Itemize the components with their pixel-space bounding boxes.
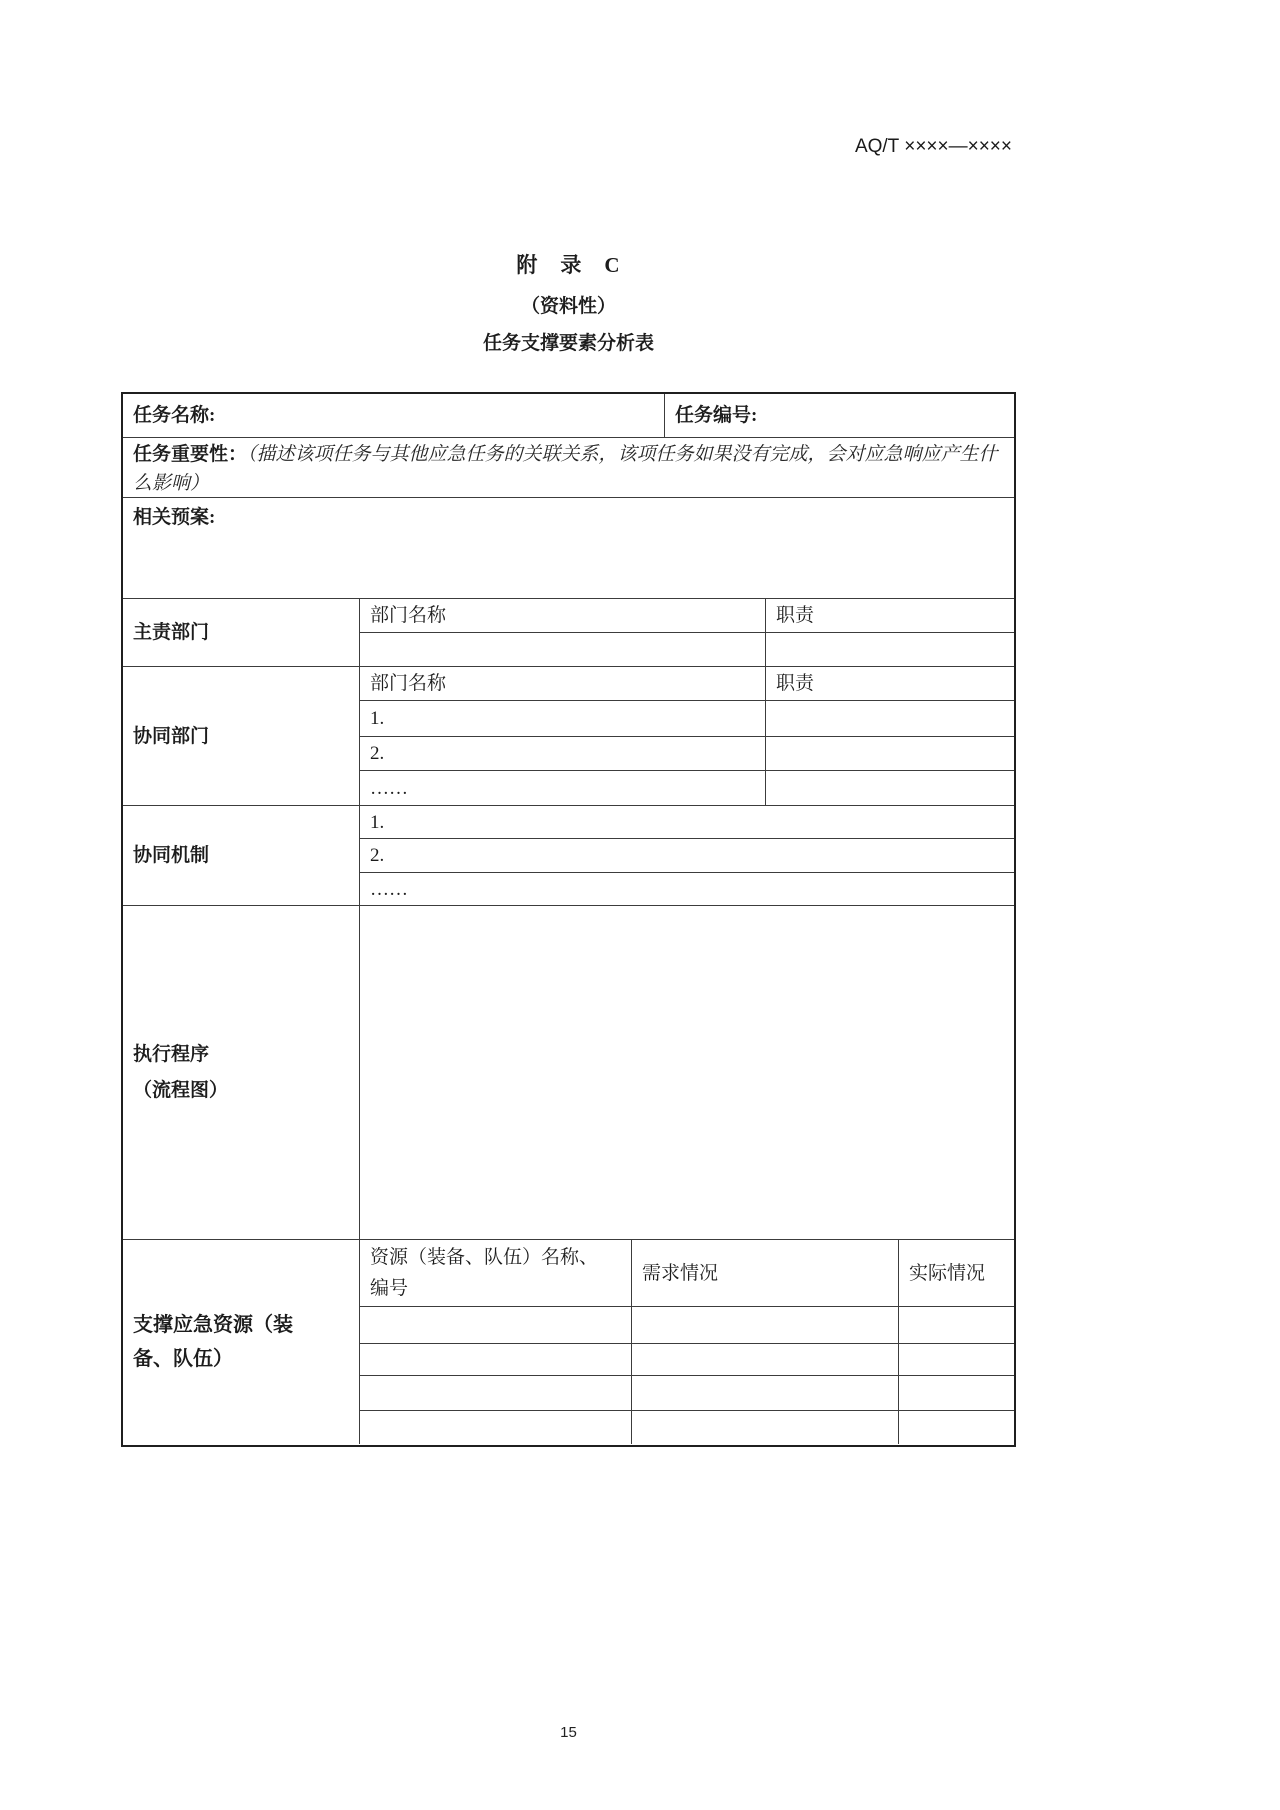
appendix-title: 附 录 C <box>516 253 621 277</box>
doc-code: AQ/T ××××—×××× <box>854 136 1012 157</box>
exec-procedure-label-line1: 执行程序 <box>133 1043 210 1065</box>
resources-row4-demand-cell <box>632 1411 899 1444</box>
resources-row1-name-cell <box>360 1307 632 1344</box>
resources-row4-name-cell <box>360 1411 632 1444</box>
task-importance-note: （描述该项任务与其他应急任务的关联关系，该项任务如果没有完成，会对应急响应产生什么影响） <box>133 444 998 494</box>
coop-dept-row1-duty-cell <box>766 701 1014 737</box>
coop-dept-row3-name-cell: …… <box>360 771 766 806</box>
lead-dept-label-cell: 主责部门 <box>123 599 360 667</box>
resources-row2-actual-cell <box>899 1344 1014 1376</box>
resources-row3-actual-cell <box>899 1376 1014 1411</box>
appendix-note: （资料性） <box>520 296 616 317</box>
resources-row1-demand-cell <box>632 1307 899 1344</box>
title-block <box>122 250 1015 359</box>
related-plan-label: 相关预案: <box>133 507 216 528</box>
task-name-label-cell: 任务名称: <box>123 394 665 438</box>
resources-actual-header-cell: 实际情况 <box>899 1240 1014 1307</box>
task-importance-label: 任务重要性： <box>133 444 248 465</box>
task-importance-cell <box>123 438 1014 498</box>
coop-mech-row1-cell: 1. <box>360 806 1014 839</box>
table-title: 任务支撑要素分析表 <box>482 333 654 354</box>
resources-demand-header-cell: 需求情况 <box>632 1240 899 1307</box>
coop-dept-label-cell: 协同部门 <box>123 667 360 806</box>
related-plan-cell <box>123 498 1014 599</box>
coop-dept-row1-name-cell: 1. <box>360 701 766 737</box>
resources-row1-actual-cell <box>899 1307 1014 1344</box>
resources-row4-actual-cell <box>899 1411 1014 1444</box>
coop-dept-row2-duty-cell <box>766 737 1014 771</box>
coop-dept-row3-duty-cell <box>766 771 1014 806</box>
resources-label-cell: 支撑应急资源（装备、队伍） <box>123 1240 360 1444</box>
resources-row3-name-cell <box>360 1376 632 1411</box>
resources-row3-demand-cell <box>632 1376 899 1411</box>
coop-mech-row3-cell: …… <box>360 873 1014 906</box>
page-number: 15 <box>560 1724 577 1741</box>
exec-procedure-content-cell <box>360 906 1014 1240</box>
coop-mech-label-cell: 协同机制 <box>123 806 360 906</box>
resources-row2-name-cell <box>360 1344 632 1376</box>
exec-procedure-label-line2: （流程图） <box>133 1079 229 1101</box>
coop-dept-duty-header-cell: 职责 <box>766 667 1014 701</box>
exec-procedure-label-cell <box>123 906 360 1240</box>
task-support-analysis-table <box>121 392 1016 1447</box>
coop-dept-row2-name-cell: 2. <box>360 737 766 771</box>
lead-dept-duty-header-cell: 职责 <box>766 599 1014 633</box>
task-id-label-cell: 任务编号: <box>665 394 1014 438</box>
resources-name-header-cell: 资源（装备、队伍）名称、编号 <box>360 1240 632 1307</box>
resources-row2-demand-cell <box>632 1344 899 1376</box>
coop-mech-row2-cell: 2. <box>360 839 1014 873</box>
lead-dept-name-empty-cell <box>360 633 766 667</box>
lead-dept-duty-empty-cell <box>766 633 1014 667</box>
lead-dept-name-header-cell: 部门名称 <box>360 599 766 633</box>
coop-dept-name-header-cell: 部门名称 <box>360 667 766 701</box>
